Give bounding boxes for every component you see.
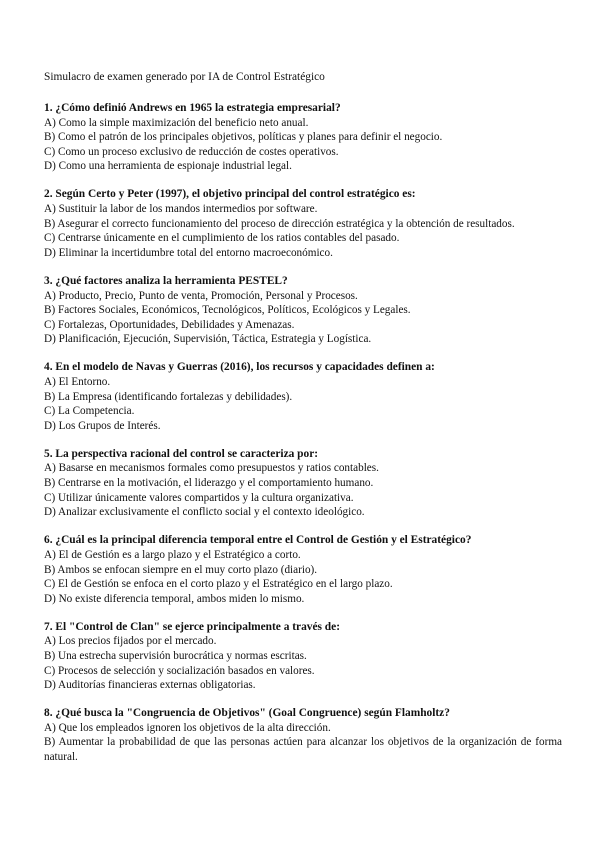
question-title: 6. ¿Cuál es la principal diferencia temporal entre el Control de Gestión y el Estratégico? [44, 534, 472, 547]
question-title: 3. ¿Qué factores analiza la herramienta PESTEL? [44, 274, 288, 287]
option-d: D) Como una herramienta de espionaje industrial legal. [44, 160, 292, 173]
question-5 [44, 447, 562, 520]
option-a: A) Producto, Precio, Punto de venta, Promoción, Personal y Procesos. [44, 289, 358, 302]
option-d: D) Los Grupos de Interés. [44, 419, 161, 432]
question-1 [44, 101, 562, 174]
option-c: C) Utilizar únicamente valores compartidos y la cultura organizativa. [44, 491, 354, 504]
option-a: A) El Entorno. [44, 376, 111, 388]
option-a: A) Sustituir la labor de los mandos intermedios por software. [44, 203, 318, 216]
option-a: A) Basarse en mecanismos formales como presupuestos y ratios contables. [44, 462, 379, 475]
option-b: B) Una estrecha supervisión burocrática y normas escritas. [44, 650, 307, 662]
option-d: D) Auditorías financieras externas obligatorias. [44, 679, 256, 692]
option-c: C) Fortalezas, Oportunidades, Debilidades y Amenazas. [44, 318, 295, 331]
option-c: C) Procesos de selección y socialización basados en valores. [44, 664, 315, 677]
question-8 [44, 706, 562, 764]
question-title: 5. La perspectiva racional del control se caracteriza por: [44, 447, 319, 460]
question-7 [44, 620, 562, 693]
option-b: B) Ambos se enfocan siempre en el muy corto plazo (diario). [44, 563, 318, 576]
option-d: D) No existe diferencia temporal, ambos miden lo mismo. [44, 592, 305, 605]
question-title: 1. ¿Cómo definió Andrews en 1965 la estrategia empresarial? [44, 102, 341, 114]
option-a: A) Como la simple maximización del beneficio neto anual. [44, 116, 309, 129]
question-6 [44, 533, 562, 606]
option-d: D) Eliminar la incertidumbre total del entorno macroeconómico. [44, 246, 333, 259]
option-c: C) El de Gestión se enfoca en el corto plazo y el Estratégico en el largo plazo. [44, 578, 393, 591]
option-c: C) Como un proceso exclusivo de reducción de costes operativos. [44, 145, 339, 158]
question-title: 8. ¿Qué busca la "Congruencia de Objetivos" (Goal Congruence) según Flamholtz? [44, 707, 450, 720]
option-c: C) Centrarse únicamente en el cumplimiento de los ratios contables del pasado. [44, 232, 400, 245]
option-a: A) Que los empleados ignoren los objetivos de la alta dirección. [44, 721, 331, 734]
option-b: B) Aumentar la probabilidad de que las personas actúen para alcanzar los objetivos de la organización de forma natural. [44, 736, 562, 764]
question-4 [44, 360, 562, 433]
option-c: C) La Competencia. [44, 405, 135, 418]
question-title: 2. Según Certo y Peter (1997), el objetivo principal del control estratégico es: [44, 188, 416, 201]
option-b: B) Asegurar el correcto funcionamiento del proceso de dirección estratégica y la obtención de resultados. [44, 217, 515, 230]
option-d: D) Planificación, Ejecución, Supervisión, Táctica, Estrategia y Logística. [44, 333, 372, 346]
document-header: Simulacro de examen generado por IA de Control Estratégico [44, 71, 325, 83]
option-b: B) Como el patrón de los principales objetivos, políticas y planes para definir el negocio. [44, 131, 443, 144]
option-b: B) La Empresa (identificando fortalezas y debilidades). [44, 390, 293, 403]
question-title: 7. El "Control de Clan" se ejerce principalmente a través de: [44, 620, 340, 633]
option-b: B) Centrarse en la motivación, el liderazgo y el comportamiento humano. [44, 477, 374, 490]
question-3 [44, 274, 562, 347]
question-list [44, 101, 562, 778]
option-d: D) Analizar exclusivamente el conflicto social y el contexto ideológico. [44, 506, 365, 519]
question-title: 4. En el modelo de Navas y Guerras (2016), los recursos y capacidades definen a: [44, 361, 435, 374]
option-a: A) El de Gestión es a largo plazo y el Estratégico a corto. [44, 548, 301, 561]
question-2 [44, 187, 562, 260]
option-b: B) Factores Sociales, Económicos, Tecnológicos, Políticos, Ecológicos y Legales. [44, 304, 411, 317]
option-a: A) Los precios fijados por el mercado. [44, 635, 217, 648]
